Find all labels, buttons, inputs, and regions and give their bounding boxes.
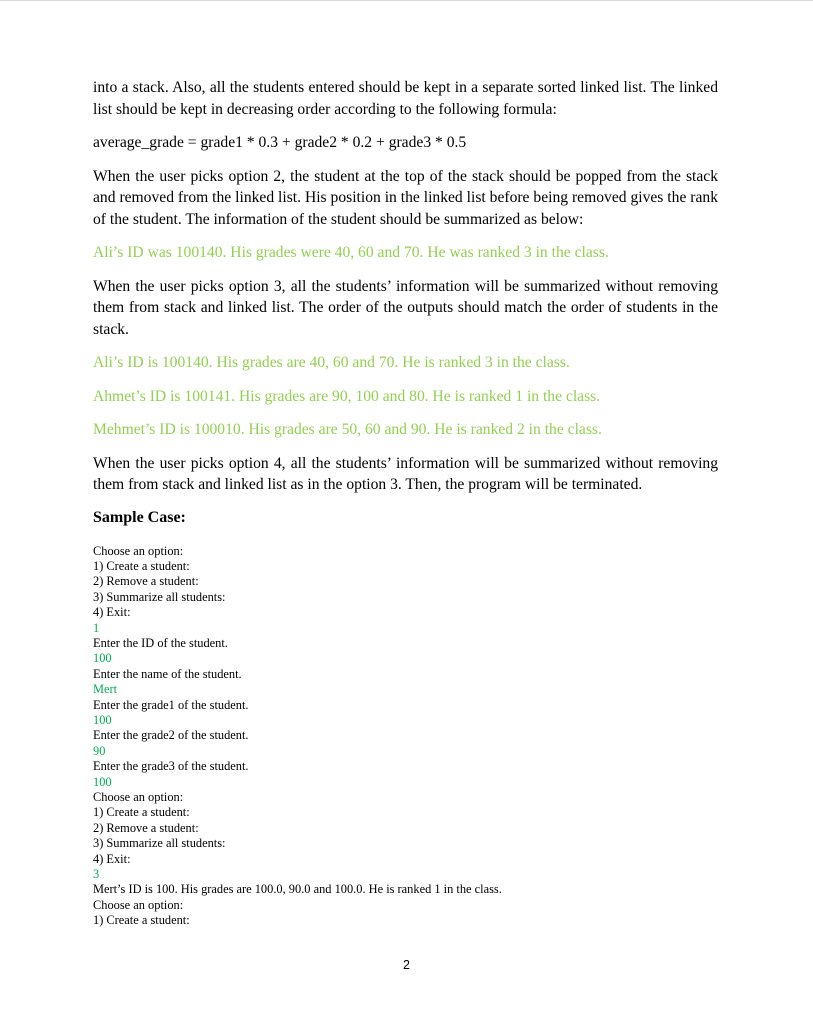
console-user-input: Mert [93,682,118,697]
console-user-input: 1 [93,620,100,635]
console-output-line: 2) Remove a student: [93,574,199,589]
console-output-line: 3) Summarize all students: [93,836,226,851]
console-output-line: Enter the grade1 of the student. [93,697,249,712]
console-output-line: Enter the grade2 of the student. [93,728,249,743]
paragraph-option-3: When the user picks option 3, all the students’ information will be summarized without removing them from stack and linked list. The order of the outputs should match the order of students in the stack. [93,277,718,338]
sample-case-heading: Sample Case: [93,508,186,526]
sample-console-output [93,544,718,929]
paragraph-option-4: When the user picks option 4, all the students’ information will be summarized without removing them from stack and linked list as in the option 3. Then, the program will be terminated. [93,454,718,493]
document-page [93,77,718,929]
console-output-line: Choose an option: [93,790,184,804]
example-summary-line-2: Ahmet’s ID is 100141. His grades are 90, 100 and 80. He is ranked 1 in the class. [93,387,601,405]
page-number: 2 [403,958,410,972]
example-summary-line-1: Ali’s ID is 100140. His grades are 40, 60 and 70. He is ranked 3 in the class. [93,354,570,371]
console-output-line: 1) Create a student: [93,558,190,573]
paragraph-option-2: When the user picks option 2, the student at the top of the stack should be popped from the stack and removed from the linked list. His position in the linked list before being removed gives the rank of the student. The information of the student should be summarized as below: [93,167,718,228]
example-summary-line-3: Mehmet’s ID is 100010. His grades are 50, 60 and 90. He is ranked 2 in the class. [93,421,602,438]
console-output-line: 1) Create a student: [93,805,190,820]
console-output-line: Enter the name of the student. [93,666,242,681]
page-top-border [0,0,813,1]
console-user-input: 100 [93,651,112,666]
console-output-line: 1) Create a student: [93,913,190,928]
console-output-line: Choose an option: [93,897,184,912]
paragraph-stack-intro: into a stack. Also, all the students entered should be kept in a separate sorted linked list. The linked list should be kept in decreasing order according to the following formula: [93,79,718,118]
console-user-input: 100 [93,712,112,727]
console-output-line: Choose an option: [93,543,184,558]
console-output-line: Enter the grade3 of the student. [93,759,249,774]
example-remove-output: Ali’s ID was 100140. His grades were 40, 60 and 70. He was ranked 3 in the class. [93,244,609,261]
console-user-input: 100 [93,774,112,789]
console-output-line: Mert’s ID is 100. His grades are 100.0, 90.0 and 100.0. He is ranked 1 in the class. [93,882,502,897]
average-grade-formula: average_grade = grade1 * 0.3 + grade2 * 0.2 + grade3 * 0.5 [93,134,467,151]
console-user-input: 3 [93,867,100,882]
console-output-line: 3) Summarize all students: [93,589,226,604]
console-output-line: 4) Exit: [93,851,131,866]
console-output-line: 2) Remove a student: [93,820,199,835]
console-user-input: 90 [93,743,106,758]
console-output-line: 4) Exit: [93,605,131,620]
console-output-line: Enter the ID of the student. [93,635,228,650]
